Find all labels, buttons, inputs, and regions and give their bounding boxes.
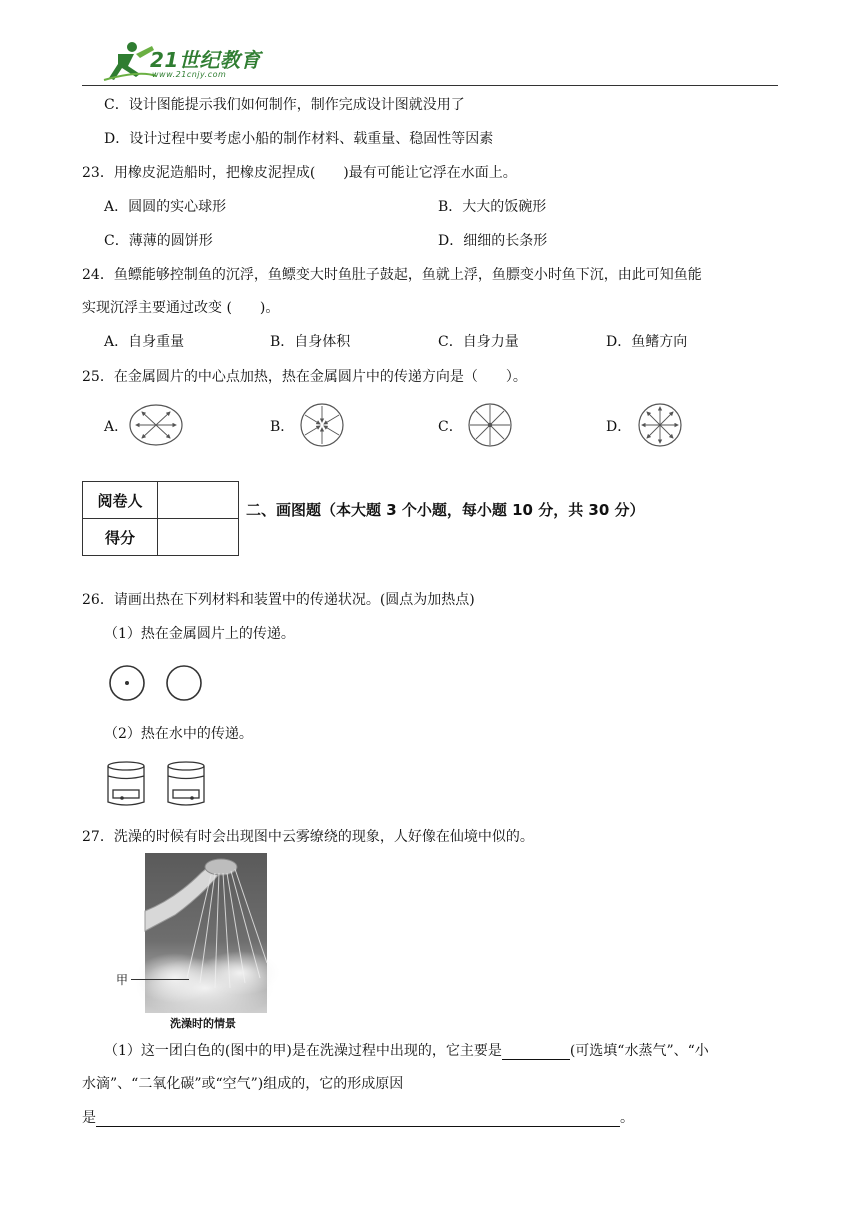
q25-diagram-c-icon (462, 402, 518, 448)
q25-diagram-b-icon (294, 402, 350, 448)
q26-stem: 26．请画出热在下列材料和装置中的传递状况。(圆点为加热点) (82, 592, 475, 608)
q23-option-b: B．大大的饭碗形 (438, 199, 547, 215)
water-beaker-icons (104, 760, 214, 810)
q24-option-d: D．鱼鳍方向 (606, 334, 688, 350)
q27-part1-text-c: 是 (82, 1110, 96, 1126)
score-cell (158, 519, 239, 556)
figure-caption: 洗澡时的情景 (170, 1017, 236, 1030)
q23-stem: 23．用橡皮泥造船时，把橡皮泥捏成( )最有可能让它浮在水面上。 (82, 165, 517, 181)
q23-option-a: A．圆圆的实心球形 (104, 199, 227, 215)
logo-text: 21世纪教育 (150, 48, 261, 72)
q24-stem-line2: 实现沉浮主要通过改变 ( )。 (82, 300, 280, 316)
q22-option-d: D．设计过程中要考虑小船的制作材料、载重量、稳固性等因素 (104, 131, 494, 147)
q22-option-c: C．设计图能提示我们如何制作，制作完成设计图就没用了 (104, 97, 465, 113)
figure-label-line (131, 979, 189, 980)
q27-part1-line2: 水滴”、“二氧化碳”或“空气”)组成的，它的形成原因 (82, 1076, 404, 1092)
q25-label-d: D． (606, 419, 632, 435)
answer-blank-2[interactable] (96, 1112, 620, 1127)
q25-label-c: C． (438, 419, 463, 435)
section-title: 二、画图题（本大题 3 个小题，每小题 10 分，共 30 分） (246, 501, 645, 519)
logo-url: www.21cnjy.com (152, 70, 227, 79)
q26-part2: （2）热在水中的传递。 (104, 726, 253, 742)
q24-option-b: B．自身体积 (270, 334, 351, 350)
q25-label-a: A． (104, 419, 129, 435)
score-label: 得分 (83, 519, 158, 556)
reviewer-label: 阅卷人 (83, 482, 158, 519)
q25-diagram-a-icon (128, 402, 184, 448)
q27-part1-text-a: （1）这一团白色的(图中的甲)是在洗澡过程中出现的，它主要是 (104, 1043, 502, 1059)
q27-part1-line1 (104, 1040, 709, 1060)
q27-part1-text-b: (可选填“水蒸气”、“小 (569, 1043, 709, 1059)
metal-disc-icons (108, 664, 208, 704)
answer-blank-1[interactable] (502, 1045, 570, 1060)
q23-option-c: C．薄薄的圆饼形 (104, 233, 213, 249)
q25-stem: 25．在金属圆片的中心点加热，热在金属圆片中的传递方向是（ ）。 (82, 369, 527, 385)
q25-diagram-d-icon (632, 402, 688, 448)
q27-part1-text-end: 。 (620, 1110, 634, 1126)
header-divider (82, 85, 778, 86)
reviewer-cell (158, 482, 239, 519)
shower-photo (145, 853, 267, 1013)
q27-stem: 27．洗澡的时候有时会出现图中云雾缭绕的现象，人好像在仙境中似的。 (82, 829, 534, 845)
q27-part1-line3 (82, 1107, 634, 1127)
score-box (82, 481, 239, 556)
q25-label-b: B． (270, 419, 295, 435)
figure-label-jia: 甲 (116, 973, 129, 987)
q24-stem-line1: 24．鱼鳔能够控制鱼的沉浮，鱼鳔变大时鱼肚子鼓起，鱼就上浮，鱼膘变小时鱼下沉，由此可知鱼能 (82, 267, 702, 283)
q26-part1: （1）热在金属圆片上的传递。 (104, 626, 295, 642)
q24-option-a: A．自身重量 (104, 334, 185, 350)
q23-option-d: D．细细的长条形 (438, 233, 548, 249)
q24-option-c: C．自身力量 (438, 334, 519, 350)
